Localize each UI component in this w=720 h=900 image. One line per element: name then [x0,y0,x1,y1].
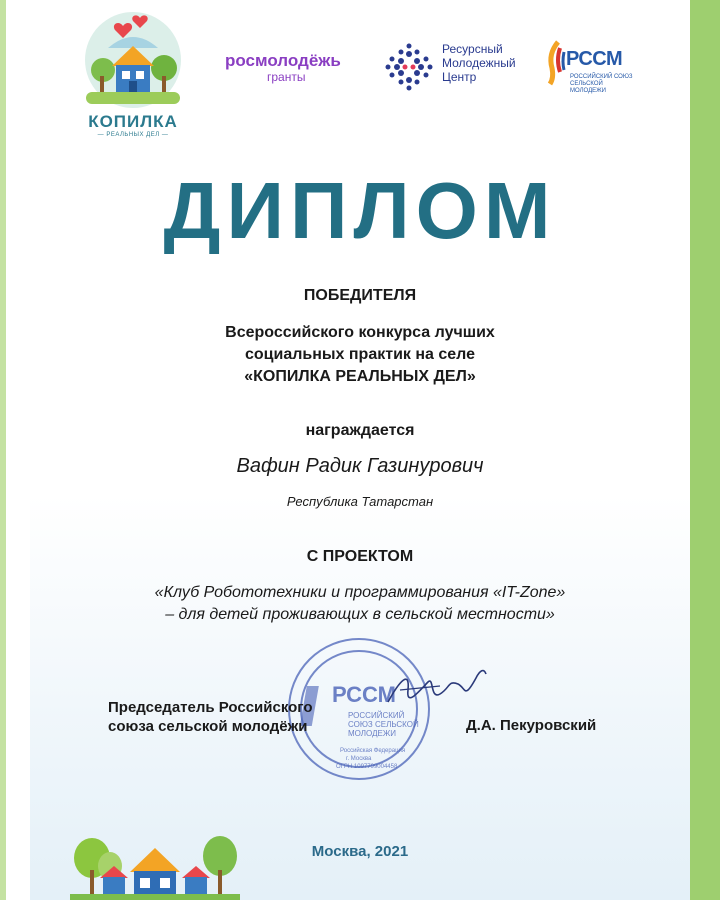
stamp-bottom-2: г. Москва [346,756,372,762]
project-line-1: «Клуб Робототехники и программирования «IT-Zone» [154,584,566,601]
stamp-bottom-3: ОГРН 1097799004458 [336,764,398,770]
contest-line-2: социальных практик на селе [244,346,476,363]
kopilka-logo-title: КОПИЛКА [88,112,178,131]
resource-center-line1: Ресурсный [442,42,503,56]
resource-center-logo [384,42,534,92]
stamp-bottom-1: Российская Федерация [340,748,406,754]
contest-line-1: Всероссийского конкурса лучших [225,324,495,341]
rosmolodezh-name: росмолодёжь [225,51,341,70]
diploma-title: ДИПЛОМ [163,166,557,255]
stamp-sub-2: СОЮЗ СЕЛЬСКОЙ [348,720,419,729]
resource-center-line2: Молодежный [442,56,516,70]
village-illustration [70,820,240,900]
kopilka-logo [78,8,188,140]
rosmolodezh-subtitle: гранты [267,70,306,84]
dot-grid-icon [384,42,434,92]
rssm-logo-subtitle: РОССИЙСКИЙ СОЮЗ СЕЛЬСКОЙ МОЛОДЕЖИ [570,74,633,94]
recipient-region: Республика Татарстан [286,494,434,509]
contest-name [0,322,720,388]
signer-name: Д.А. Пекуровский [466,717,597,734]
place-and-date: Москва, 2021 [311,843,409,860]
handwritten-signature [380,660,490,720]
chairman-title-line-1: Председатель Российского [108,699,313,716]
kopilka-house-icon [78,8,188,112]
right-border [690,0,720,900]
kopilka-logo-subtitle: — РЕАЛЬНЫХ ДЕЛ — [97,132,169,138]
project-label: С ПРОЕКТОМ [306,548,414,565]
rssm-logo [544,38,634,98]
awarded-label: награждается [305,422,415,439]
chairman-title [108,698,313,736]
left-border [0,0,6,900]
resource-center-line3: Центр [442,70,477,84]
winner-label: ПОБЕДИТЕЛЯ [303,287,417,304]
rosmolodezh-logo [225,52,360,84]
stamp-sub-3: МОЛОДЕЖИ [348,729,396,738]
contest-line-3: «КОПИЛКА РЕАЛЬНЫХ ДЕЛ» [244,368,476,385]
stamp-sub-1: РОССИЙСКИЙ [348,711,405,720]
rssm-logo-name: РССМ [566,48,623,70]
project-line-2: – для детей проживающих в сельской местности» [165,606,555,623]
recipient-name: Вафин Радик Газинурович [236,455,484,477]
chairman-title-line-2: союза сельской молодёжи [108,718,308,735]
project-name [0,582,720,626]
resource-center-name [442,42,516,84]
stamp-center-text: РССМ [332,682,396,707]
